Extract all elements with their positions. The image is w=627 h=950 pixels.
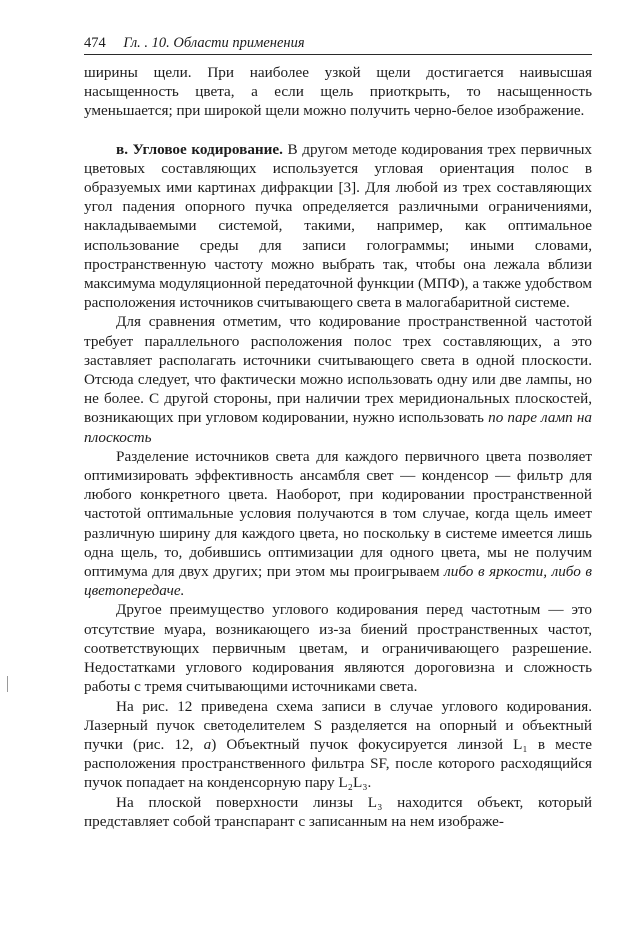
paragraph-6 [84,697,592,793]
text-run: На рис. 12 приведена схема записи в случае углового кодирования. Лазерный пучок светоделителем S разделяется на опорный и объектный пучки (рис. 12, [84,697,592,753]
running-title: Гл. . 10. Области применения [123,35,305,51]
paragraph-4 [84,447,592,601]
paragraph-5 [84,600,592,696]
page-number: 474 [84,35,106,51]
text-run: ) Объектный пучок фокусируется линзой L₁ в месте расположения пространственного фильтра SF, после которого расходящийся пучок попадает на конденсорную пару L₂L₃. [84,735,592,792]
paragraph-3 [84,312,592,446]
text-run: На плоской поверхности линзы L₃ находится объект, который представляет собой транспарант с записанным на нем изображе- [84,793,592,830]
italic-run: либо в яркости, либо в цветопередаче. [84,563,592,600]
running-header [84,34,305,52]
paragraph-2 [84,140,592,313]
italic-run: а [203,735,212,753]
text-run: ширины щели. При наиболее узкой щели достигается наивысшая насыщенность цвета, а если щель приоткрыть, то насыщенность уменьшается; при широкой щели можно получить черно-белое изображение. [84,64,592,120]
margin-mark [7,676,8,692]
page-body [84,63,592,831]
text-run: Разделение источников света для каждого первичного цвета позволяет оптимизировать эффективность ансамбля свет — конденсор — фильтр для любого конкретного цвета. Наоборот, при кодировании пространственной частотой оптимальные условия получаются в том случае, когда щель имеет различную ширину для каждого цвета, но поскольку в системе имеется лишь одна щель, то, добившись оптимизации для одного цвета, мы не получим оптимума для двух других; при этом мы проигрываем [84,447,592,581]
text-run: Другое преимущество углового кодирования перед частотным — это отсутствие муара, возникающего из-за биений пространственных частот, соответствующих первичным цветам, и ограничивающего разрешение. Недостатками углового кодирования являются дороговизна и сложность работы с тремя считывающими источниками света. [84,601,592,696]
text-run: Для сравнения отметим, что кодирование пространственной частотой требует параллельного расположения полос трех составляющих, а это заставляет располагать источники считывающего света в одной плоскости. Отсюда следует, что фактически можно использовать одну или две лампы, но не более. С другой стороны, при наличии трех меридиональных плоскостей, возникающих при угловом кодировании, нужно использовать [84,313,592,427]
italic-run: по паре ламп на плоскость [84,409,592,446]
text-run: В другом методе кодирования трех первичных цветовых составляющих используется угловая ориентация полос в образуемых ими картинах дифракции [3]. Для любой из трех составляющих угол падения опорного пучка определяется различными ограничениями, накладываемыми системой, такими, например, как оптимальное использование среды для записи голограммы; иными словами, пространственную частоту можно выбрать так, чтобы она лежала вблизи максимума модуляционной передаточной функции (МПФ), а также удобством расположения источников считывающего света в малогабаритной системе. [84,140,593,312]
header-rule [84,54,592,55]
paragraph-7 [84,793,592,831]
section-heading-angular-coding: в. Угловое кодирование. [116,140,283,158]
paragraph-1 [84,63,592,121]
